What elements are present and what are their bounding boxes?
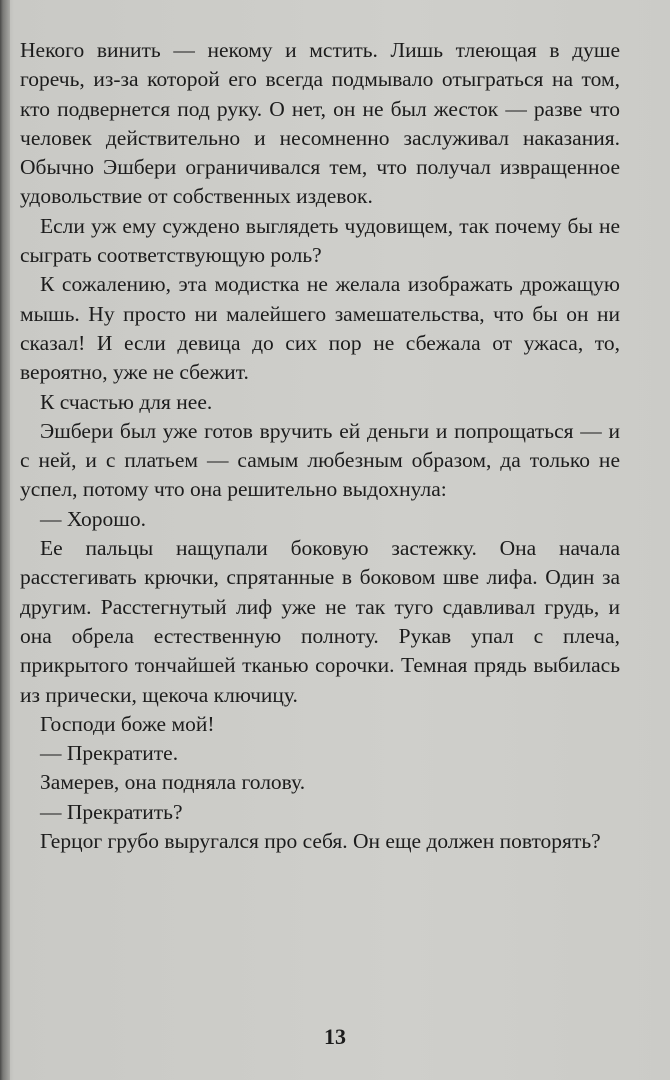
paragraph: К счастью для нее. <box>40 389 213 414</box>
paragraph: К сожалению, эта модистка не желала изображать дрожащую мышь. Ну просто ни малейшего замешательства, что бы он ни сказал! И если девица до сих пор не сбежала от ужаса, то, вероятно, уже не сбежит. <box>20 272 620 385</box>
paragraph: — Хорошо. <box>40 506 146 531</box>
paragraph: Если уж ему суждено выглядеть чудовищем, так почему бы не сыграть соответствующую роль? <box>20 213 620 268</box>
paragraph: — Прекратите. <box>40 741 179 766</box>
paragraph: Герцог грубо выругался про себя. Он еще должен повторять? <box>40 829 601 854</box>
paragraph: Эшбери был уже готов вручить ей деньги и попрощаться — и с ней, и с платьем — самым любезным образом, да только не успел, потому что она решительно выдохнула: <box>20 418 620 502</box>
paragraph: Господи боже мой! <box>40 711 215 736</box>
page-body-text <box>20 36 620 856</box>
paragraph: Некого винить — некому и мстить. Лишь тлеющая в душе горечь, из-за которой его всегда подмывало отыграться на том, кто подвернется под руку. О нет, он не был жесток — разве что человек действительно и несомненно заслуживал наказания. Обычно Эшбери ограничивался тем, что получал извращенное удовольствие от собственных издевок. <box>20 38 620 209</box>
book-spine-shadow <box>0 0 10 1080</box>
paragraph: Ее пальцы нащупали боковую застежку. Она начала расстегивать крючки, спрятанные в боковом шве лифа. Один за другим. Расстегнутый лиф уже не так туго сдавливал грудь, и она обрела естественную полноту. Рукав упал с плеча, прикрытого тончайшей тканью сорочки. Темная прядь выбилась из прически, щекоча ключицу. <box>20 536 620 707</box>
page-number: 13 <box>324 1024 346 1049</box>
paragraph: — Прекратить? <box>40 799 183 824</box>
paragraph: Замерев, она подняла голову. <box>40 770 306 795</box>
